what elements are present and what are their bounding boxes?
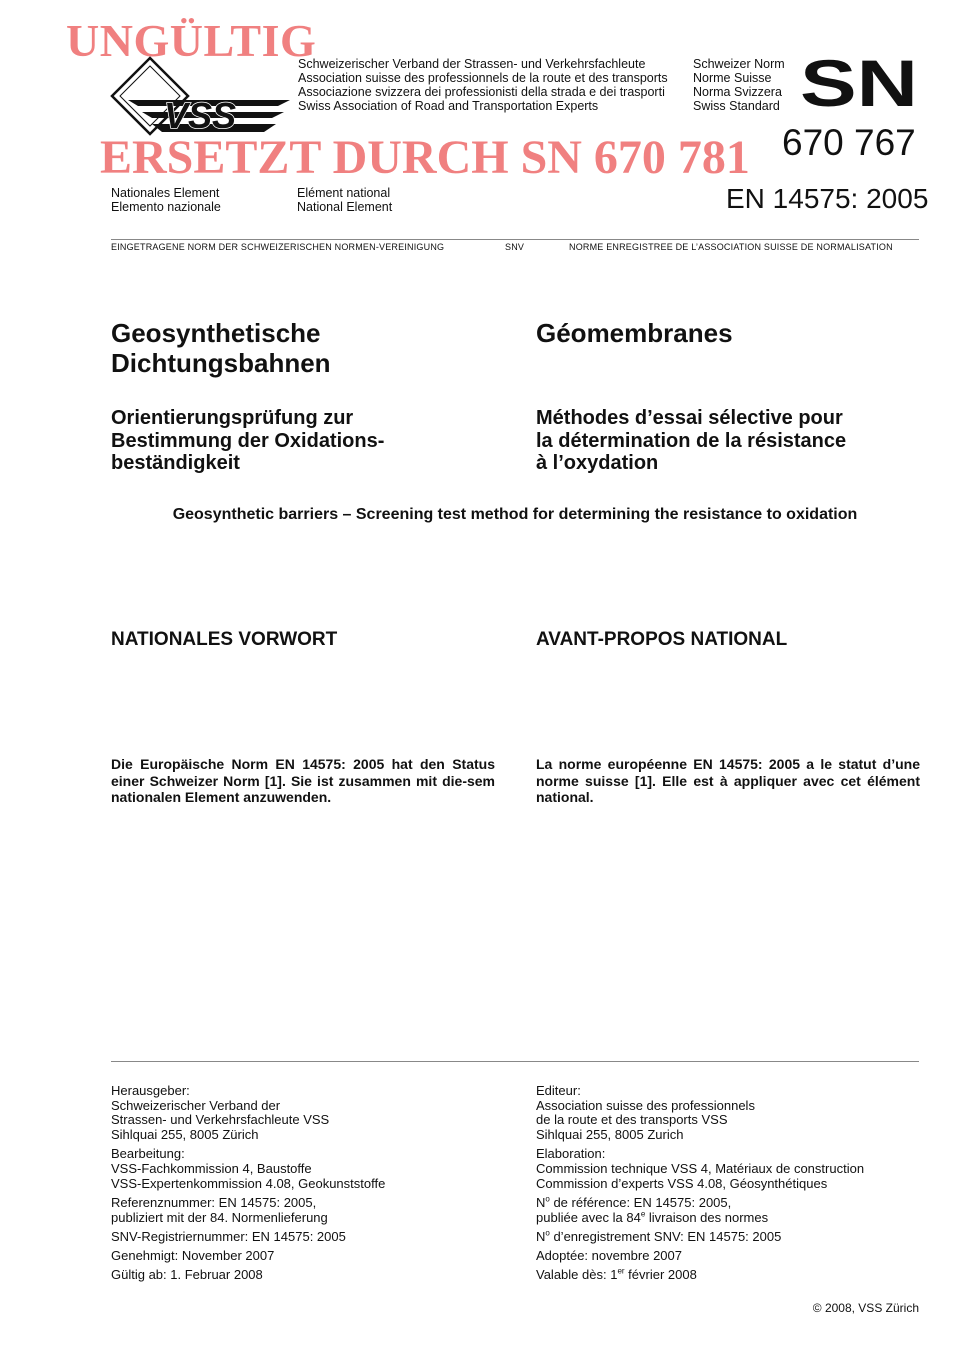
registration-prefix: N [536, 1228, 546, 1244]
association-line-de: Schweizerischer Verband der Strassen- und Verkehrsfachleute [298, 57, 646, 71]
en-number: EN 14575: 2005 [726, 183, 929, 214]
subtitle-de-line: beständigkeit [111, 452, 240, 474]
valid-sup: er [617, 1266, 625, 1276]
vss-logo-text: VSS [164, 95, 237, 136]
registration-snv: SNV [505, 242, 525, 252]
element-label-de [111, 186, 221, 214]
imprint-line: publiziert mit der 84. Normenlieferung [111, 1209, 328, 1225]
registration-de: EINGETRAGENE NORM DER SCHWEIZERISCHEN NORMEN-VEREINIGUNG [111, 242, 445, 252]
foreword-text-de: Die Europäische Norm EN 14575: 2005 hat den Status einer Schweizer Norm [1]. Sie ist zusammen mit die-sem nationalen Element anzuwenden. [111, 756, 495, 805]
publisher-fr [536, 1084, 926, 1143]
element-label-fr [297, 186, 392, 214]
subtitle-fr-line: à l’oxydation [536, 452, 659, 474]
title-de-line: Dichtungsbahnen [111, 348, 331, 378]
sn-logo-text: SN [800, 54, 918, 110]
publisher-de [111, 1084, 501, 1143]
subtitle-fr-line: Méthodes d’essai sélective pour [536, 407, 843, 429]
registration-number-de: SNV-Registriernummer: EN 14575: 2005 [111, 1228, 346, 1244]
foreword-text-fr: La norme européenne EN 14575: 2005 a le statut d’une norme suisse [1]. Elle est à appliquer avec cet élément national. [536, 756, 920, 805]
imprint-line: Association suisse des professionnels [536, 1097, 755, 1113]
imprint-de [111, 1084, 501, 1287]
reference-line2-text: livraison des normes [645, 1209, 769, 1225]
standard-type-en: Swiss Standard [693, 99, 780, 113]
valid-from-de: Gültig ab: 1. Februar 2008 [111, 1267, 263, 1283]
subtitle-de-line: Bestimmung der Oxidations- [111, 429, 385, 452]
invalid-stamp: UNGÜLTIG [66, 15, 317, 66]
element-label-it-line: Elemento nazionale [111, 200, 221, 214]
imprint-line: Referenznummer: EN 14575: 2005, [111, 1194, 317, 1210]
imprint-line: Sihlquai 255, 8005 Zürich [111, 1127, 259, 1143]
replaced-stamp: ERSETZT DURCH SN 670 781 [100, 131, 750, 184]
imprint-line [536, 1211, 926, 1226]
approved-de: Genehmigt: November 2007 [111, 1248, 275, 1264]
subtitle-de [111, 407, 501, 475]
approved-fr: Adoptée: novembre 2007 [536, 1248, 682, 1264]
imprint-line: Elaboration: [536, 1146, 606, 1162]
reference-line2-prefix: publiée avec la 84 [536, 1209, 641, 1225]
reference-text: de référence: EN 14575: 2005, [549, 1194, 732, 1210]
imprint-line: Editeur: [536, 1083, 581, 1098]
copyright: © 2008, VSS Zürich [812, 1301, 919, 1315]
standard-type-de: Schweizer Norm [693, 57, 785, 71]
elaboration-de [111, 1147, 501, 1191]
element-label-fr-line: Elément national [297, 186, 391, 200]
subtitle-fr-line: la détermination de la résistance [536, 429, 847, 452]
valid-from-fr [536, 1268, 926, 1283]
imprint-divider [111, 1061, 919, 1062]
element-label-en-line: National Element [297, 200, 393, 214]
foreword-heading-de: NATIONALES VORWORT [111, 629, 338, 650]
imprint-line: Strassen- und Verkehrsfachleute VSS [111, 1112, 330, 1128]
standard-type-it: Norma Svizzera [693, 85, 782, 99]
elaboration-fr [536, 1147, 926, 1191]
subtitle-de-line: Orientierungsprüfung zur [111, 407, 354, 429]
subtitle-fr [536, 407, 926, 475]
title-fr: Géomembranes [536, 318, 733, 348]
imprint-fr [536, 1084, 926, 1287]
imprint-line: Commission d’experts VSS 4.08, Géosynthétiques [536, 1175, 828, 1191]
standard-type-fr: Norme Suisse [693, 71, 772, 85]
reference-prefix: N [536, 1194, 546, 1210]
header-divider [111, 239, 919, 240]
association-line-en: Swiss Association of Road and Transportation Experts [298, 99, 599, 113]
registration-text: d’enregistrement SNV: EN 14575: 2005 [549, 1228, 782, 1244]
standard-type-block [693, 57, 785, 113]
association-line-fr: Association suisse des professionnels de la route et des transports [298, 71, 668, 85]
title-de-line: Geosynthetische [111, 318, 321, 348]
imprint-line: VSS-Expertenkommission 4.08, Geokunststoffe [111, 1175, 386, 1191]
imprint-line: Commission technique VSS 4, Matériaux de construction [536, 1161, 865, 1177]
association-line-it: Associazione svizzera dei professionisti della strada e dei trasporti [298, 85, 665, 99]
title-de [111, 318, 501, 378]
valid-text: février 2008 [624, 1267, 697, 1283]
title-en: Geosynthetic barriers – Screening test method for determining the resistance to oxidation [172, 506, 858, 523]
imprint-line: Herausgeber: [111, 1083, 190, 1098]
reference-line2-sup: e [640, 1209, 646, 1219]
reference-fr [536, 1196, 926, 1225]
sn-logo [800, 54, 920, 115]
imprint-line: VSS-Fachkommission 4, Baustoffe [111, 1161, 312, 1177]
imprint-line: de la route et des transports VSS [536, 1112, 728, 1128]
imprint-line [536, 1196, 926, 1211]
registration-fr: NORME ENREGISTREE DE L’ASSOCIATION SUISSE DE NORMALISATION [569, 242, 893, 252]
reference-sup: o [545, 1194, 550, 1204]
imprint-line: Bearbeitung: [111, 1146, 185, 1162]
norm-number: 670 767 [782, 122, 916, 163]
reference-de [111, 1196, 501, 1225]
registration-number-fr [536, 1230, 926, 1245]
registration-sup: o [545, 1228, 550, 1238]
imprint-line: Schweizerischer Verband der [111, 1097, 281, 1113]
foreword-heading-fr: AVANT-PROPOS NATIONAL [536, 629, 788, 650]
element-label-de-line: Nationales Element [111, 186, 220, 200]
imprint-line: Sihlquai 255, 8005 Zurich [536, 1127, 684, 1143]
association-block [298, 57, 668, 113]
valid-prefix: Valable dès: 1 [536, 1267, 618, 1283]
